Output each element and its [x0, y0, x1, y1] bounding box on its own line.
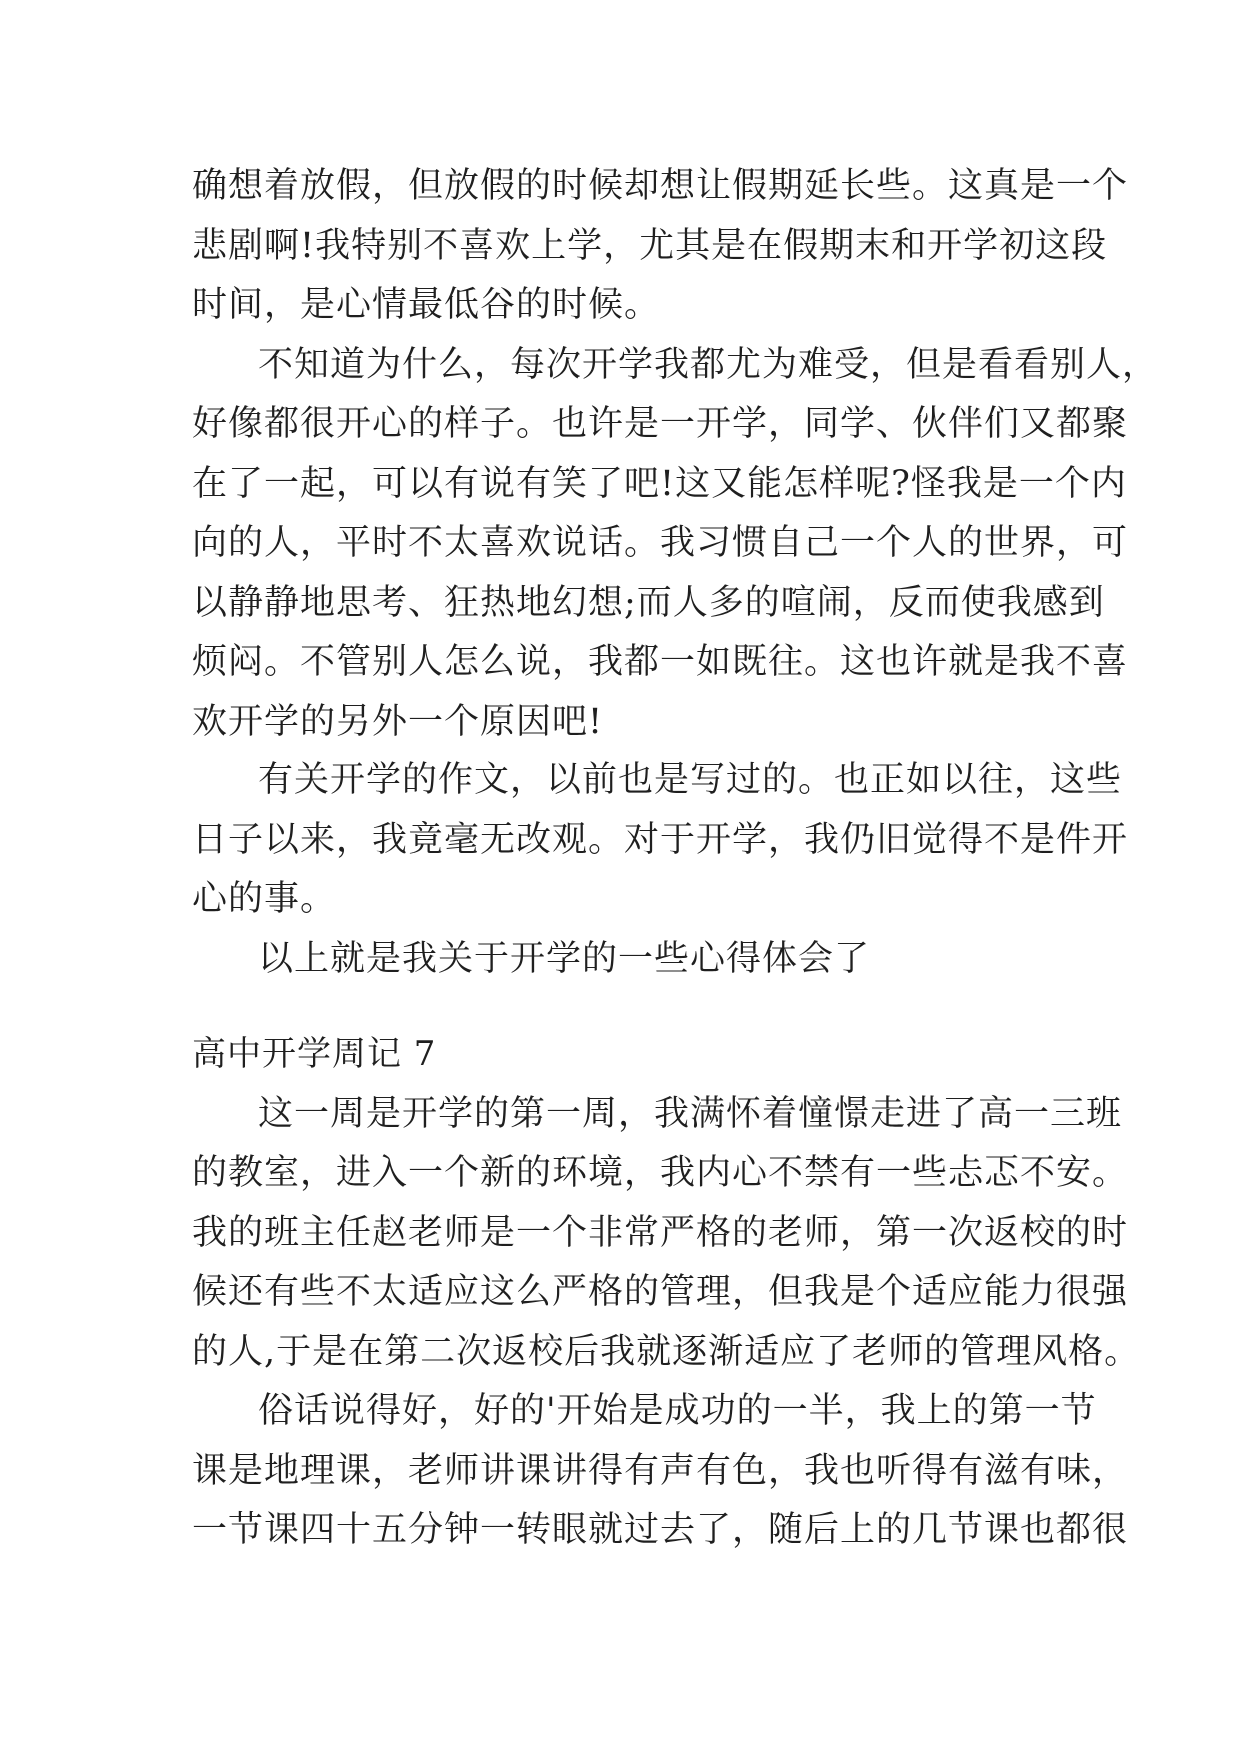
text-line: 悲剧啊!我特别不喜欢上学，尤其是在假期末和开学初这段	[192, 226, 1108, 266]
text-line: 的教室，进入一个新的环境，我内心不禁有一些忐忑不安。	[192, 1153, 1129, 1193]
text-line: 以静静地思考、狂热地幻想;而人多的喧闹，反而使我感到	[192, 583, 1105, 623]
text-line: 好像都很开心的样子。也许是一开学，同学、伙伴们又都聚	[192, 404, 1129, 444]
text-line: 我的班主任赵老师是一个非常严格的老师，第一次返校的时	[192, 1213, 1129, 1253]
text-line: 的人,于是在第二次返校后我就逐渐适应了老师的管理风格。	[192, 1332, 1141, 1372]
text-line: 日子以来，我竟毫无改观。对于开学，我仍旧觉得不是件开	[192, 820, 1129, 860]
text-line: 这一周是开学的第一周，我满怀着憧憬走进了高一三班	[258, 1094, 1123, 1134]
text-line: 向的人，平时不太喜欢说话。我习惯自己一个人的世界，可	[192, 523, 1129, 563]
text-line: 确想着放假，但放假的时候却想让假期延长些。这真是一个	[192, 166, 1129, 206]
text-line: 课是地理课，老师讲课讲得有声有色，我也听得有滋有味，	[192, 1451, 1129, 1491]
text-line: 欢开学的另外一个原因吧!	[192, 702, 604, 742]
text-line: 候还有些不太适应这么严格的管理，但我是个适应能力很强	[192, 1272, 1129, 1312]
section-heading: 高中开学周记 7	[192, 1034, 437, 1074]
text-line: 烦闷。不管别人怎么说，我都一如既往。这也许就是我不喜	[192, 642, 1129, 682]
text-line: 在了一起，可以有说有笑了吧!这又能怎样呢?怪我是一个内	[192, 464, 1127, 504]
text-line: 心的事。	[192, 879, 337, 919]
text-line: 以上就是我关于开学的一些心得体会了	[258, 939, 871, 979]
text-line: 俗话说得好，好的'开始是成功的一半，我上的第一节	[258, 1391, 1097, 1431]
text-line: 有关开学的作文，以前也是写过的。也正如以往，这些	[258, 760, 1123, 800]
text-line: 不知道为什么，每次开学我都尤为难受，但是看看别人，	[258, 345, 1159, 385]
text-line: 时间，是心情最低谷的时候。	[192, 285, 661, 325]
text-line: 一节课四十五分钟一转眼就过去了，随后上的几节课也都很	[192, 1510, 1129, 1550]
